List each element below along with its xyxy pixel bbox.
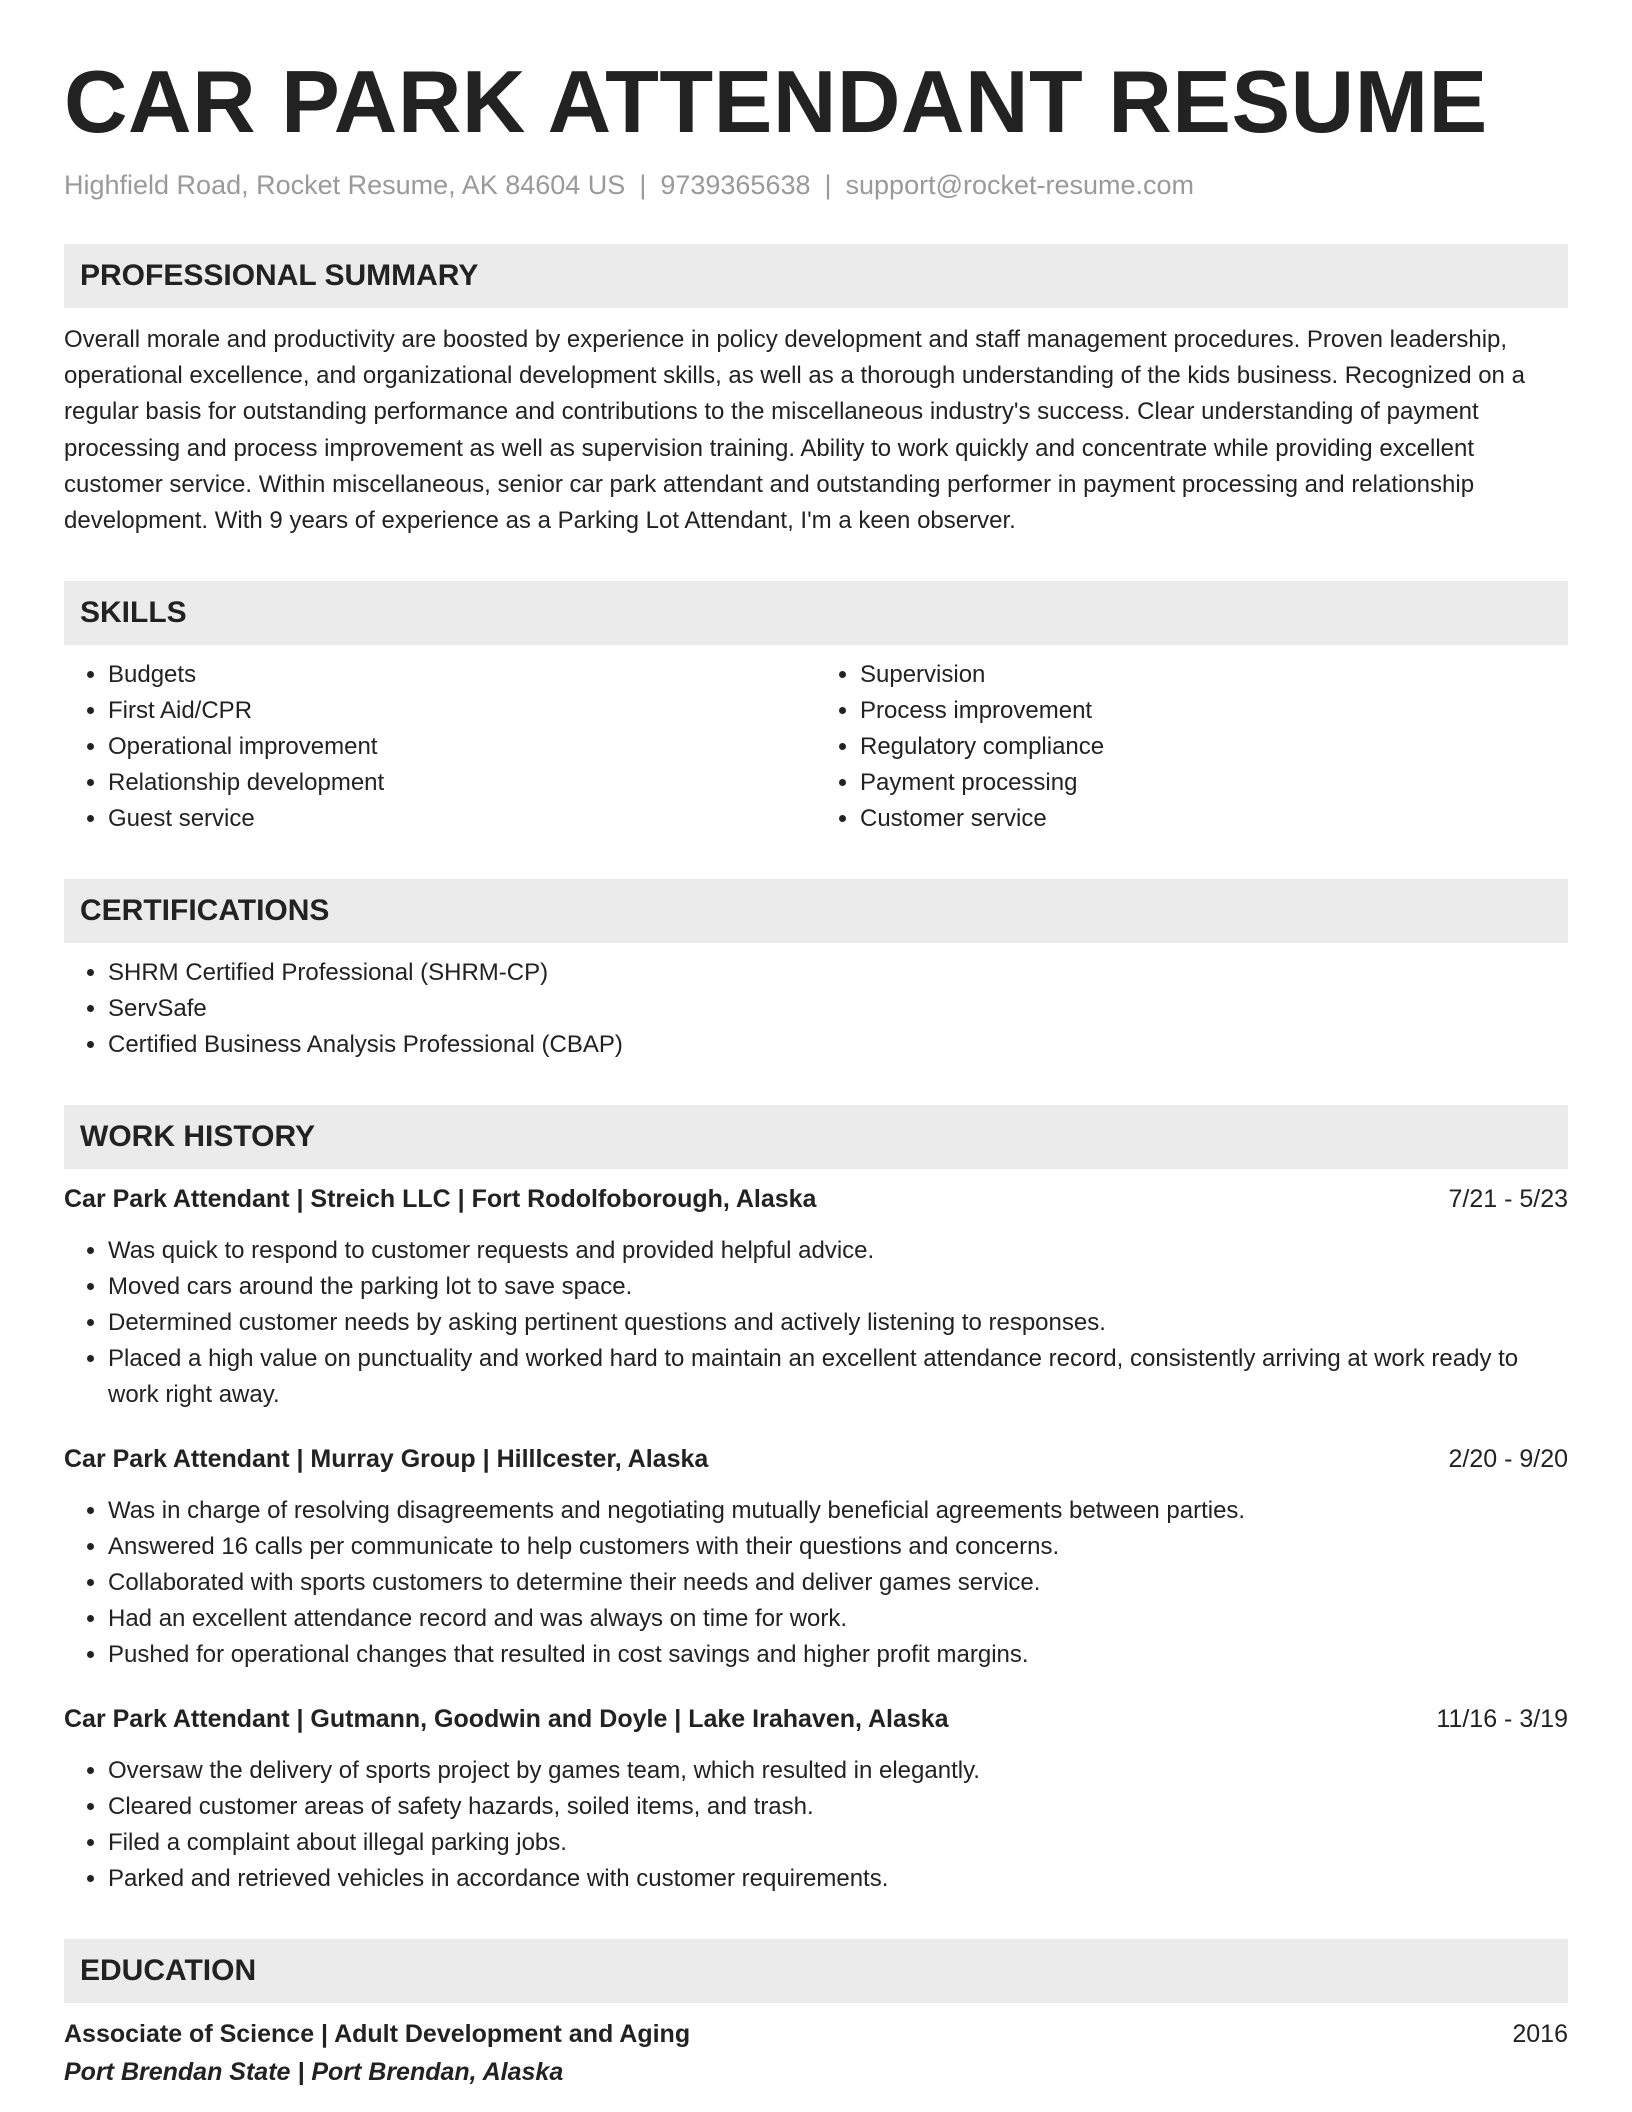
summary-text: Overall morale and productivity are boosted by experience in policy development and staff management procedures. Proven leadership, operational excellence, and organizational development skills, as well as a thorough understanding of the kids business. Recognized on a regular basis for outstanding performance and contributions to the miscellaneous industry's success. Clear understanding of payment processing and process improvement as well as supervision training. Ability to work quickly and concentrate while providing excellent customer service. Within miscellaneous, senior car park attendant and outstanding performer in payment processing and relationship development. With 9 years of experience as a Parking Lot Attendant, I'm a keen observer. <box>64 326 1525 535</box>
education-header <box>64 2015 1568 2053</box>
skill-item: • Customer service <box>860 801 1568 837</box>
contact-separator: | <box>824 170 832 200</box>
education-degree: Associate of Science | Adult Development and Aging <box>64 2020 691 2049</box>
certification-item: • SHRM Certified Professional (SHRM-CP) <box>108 955 1568 991</box>
job-heading: Car Park Attendant | Murray Group | Hilllcester, Alaska <box>64 1445 709 1474</box>
job-dates: 11/16 - 3/19 <box>1436 1705 1568 1734</box>
job-bullets <box>64 1493 1568 1673</box>
skill-item: • Process improvement <box>860 693 1568 729</box>
job-header <box>64 1701 1568 1737</box>
education-entry <box>64 2015 1568 2091</box>
education-school: Port Brendan State | Port Brendan, Alaska <box>64 2058 564 2087</box>
skill-item: • First Aid/CPR <box>108 693 816 729</box>
job-entry <box>64 1181 1568 1413</box>
section-header-summary: PROFESSIONAL SUMMARY <box>64 244 1568 308</box>
certification-item: • Certified Business Analysis Professional (CBAP) <box>108 1027 1568 1063</box>
contact-phone: 9739365638 <box>660 170 811 200</box>
skill-item: • Relationship development <box>108 765 816 801</box>
contact-line <box>64 168 1568 202</box>
job-bullet: • Filed a complaint about illegal parking jobs. <box>108 1825 1568 1861</box>
contact-email: support@rocket-resume.com <box>845 170 1195 200</box>
certifications-list <box>64 955 1568 1063</box>
job-header <box>64 1181 1568 1217</box>
skill-item: • Payment processing <box>860 765 1568 801</box>
job-bullet: • Placed a high value on punctuality and worked hard to maintain an excellent attendance record, consistently arriving at work ready to work right away. <box>108 1341 1568 1413</box>
job-heading: Car Park Attendant | Streich LLC | Fort Rodolfoborough, Alaska <box>64 1185 817 1214</box>
job-bullet: • Was in charge of resolving disagreements and negotiating mutually beneficial agreements between parties. <box>108 1493 1568 1529</box>
job-bullet: • Parked and retrieved vehicles in accordance with customer requirements. <box>108 1861 1568 1897</box>
job-header <box>64 1441 1568 1477</box>
job-entry <box>64 1701 1568 1897</box>
contact-address: Highfield Road, Rocket Resume, AK 84604 US <box>64 170 626 200</box>
job-bullets <box>64 1233 1568 1413</box>
section-header-skills: SKILLS <box>64 581 1568 645</box>
education-year: 2016 <box>1512 2020 1568 2049</box>
skill-item: • Regulatory compliance <box>860 729 1568 765</box>
job-bullet: • Cleared customer areas of safety hazards, soiled items, and trash. <box>108 1789 1568 1825</box>
job-bullet: • Moved cars around the parking lot to save space. <box>108 1269 1568 1305</box>
job-bullet: • Answered 16 calls per communicate to help customers with their questions and concerns. <box>108 1529 1568 1565</box>
section-header-work-history: WORK HISTORY <box>64 1105 1568 1169</box>
skill-item: • Operational improvement <box>108 729 816 765</box>
job-bullet: • Determined customer needs by asking pertinent questions and actively listening to responses. <box>108 1305 1568 1341</box>
resume-title: CAR PARK ATTENDANT RESUME <box>64 52 1488 151</box>
job-bullets <box>64 1753 1568 1897</box>
skills-column-left <box>64 657 816 837</box>
job-bullet: • Had an excellent attendance record and was always on time for work. <box>108 1601 1568 1637</box>
job-bullet: • Collaborated with sports customers to determine their needs and deliver games service. <box>108 1565 1568 1601</box>
job-heading: Car Park Attendant | Gutmann, Goodwin and Doyle | Lake Irahaven, Alaska <box>64 1705 949 1734</box>
skill-item: • Supervision <box>860 657 1568 693</box>
contact-separator: | <box>639 170 647 200</box>
skill-item: • Budgets <box>108 657 816 693</box>
section-header-certifications: CERTIFICATIONS <box>64 879 1568 943</box>
skills-list <box>64 657 1568 837</box>
skills-column-right <box>816 657 1568 837</box>
certification-item: • ServSafe <box>108 991 1568 1027</box>
job-dates: 7/21 - 5/23 <box>1448 1185 1568 1214</box>
job-bullet: • Was quick to respond to customer requests and provided helpful advice. <box>108 1233 1568 1269</box>
skill-item: • Guest service <box>108 801 816 837</box>
job-bullet: • Pushed for operational changes that resulted in cost savings and higher profit margins. <box>108 1637 1568 1673</box>
section-header-education: EDUCATION <box>64 1939 1568 2003</box>
job-dates: 2/20 - 9/20 <box>1448 1445 1568 1474</box>
job-bullet: • Oversaw the delivery of sports project by games team, which resulted in elegantly. <box>108 1753 1568 1789</box>
job-entry <box>64 1441 1568 1673</box>
